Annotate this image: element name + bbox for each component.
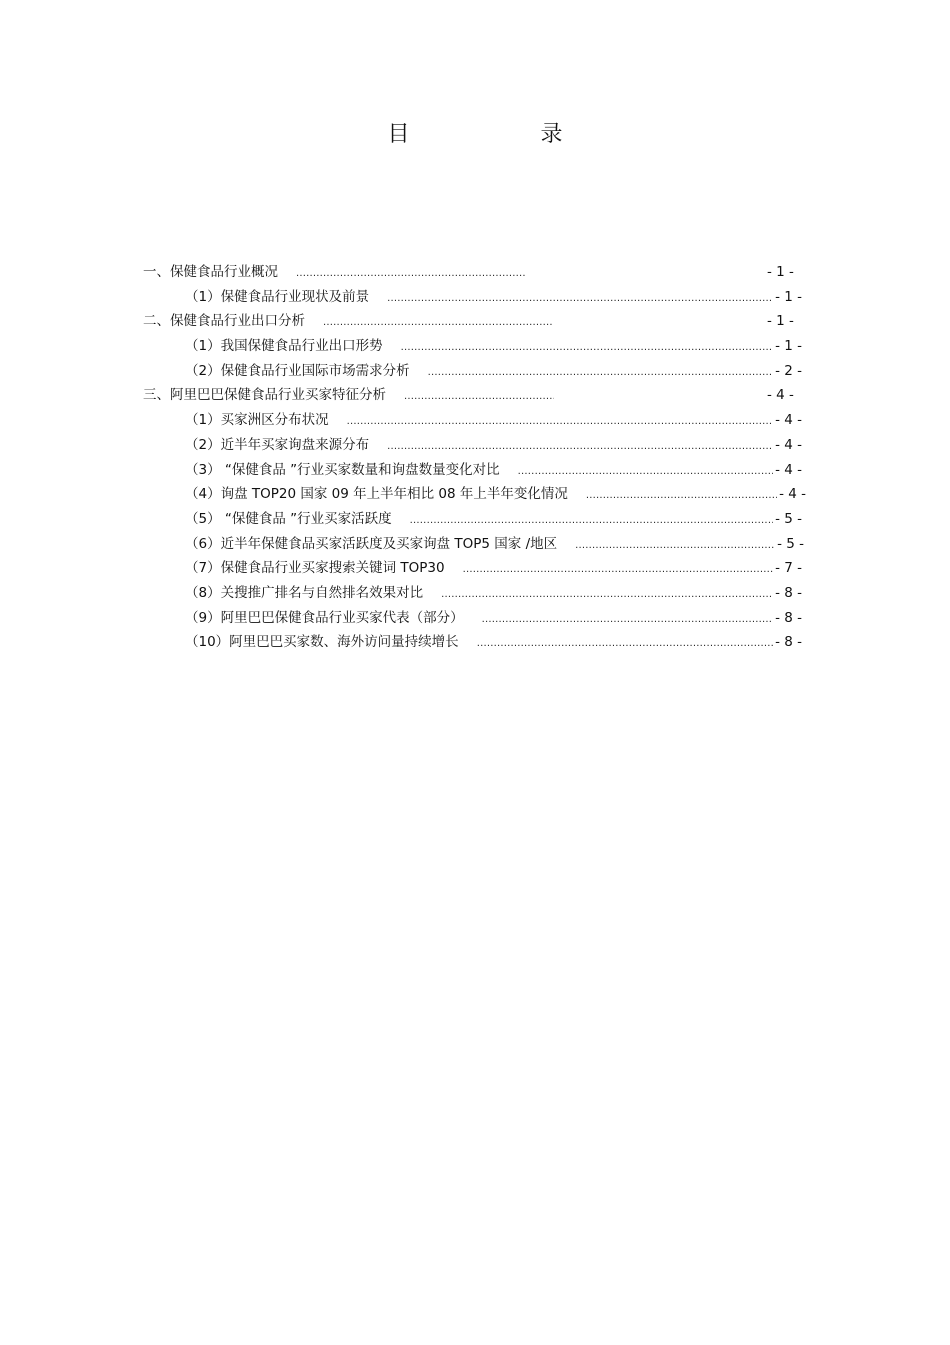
toc-entry-label: （2）近半年买家询盘来源分布 (185, 436, 370, 453)
toc-leader-dots (518, 461, 773, 483)
toc-entry-page: - 5 - (775, 510, 802, 527)
toc-leader-dots (477, 633, 773, 655)
toc-entry-label: （1）保健食品行业现状及前景 (185, 288, 370, 305)
toc-entry-page: - 8 - (775, 609, 802, 626)
toc-entry[interactable] (0, 335, 950, 360)
toc-entry-label: （8）关搜推广排名与自然排名效果对比 (185, 584, 424, 601)
toc-entry-page: - 1 - (767, 264, 794, 280)
toc-entry-label: （9）阿里巴巴保健食品行业买家代表（部分） (185, 609, 464, 626)
toc-entry-label: （4）询盘 TOP20 国家 09 年上半年相比 08 年上半年变化情况 (185, 486, 568, 503)
toc-entry-label: （1）我国保健食品行业出口形势 (185, 338, 383, 355)
toc-leader-dots (463, 559, 774, 581)
toc-entry[interactable] (0, 310, 950, 335)
toc-entry-page: - 1 - (775, 288, 802, 305)
toc-entry[interactable] (0, 557, 950, 582)
toc-leader-dots (296, 263, 526, 285)
toc-entry[interactable] (0, 434, 950, 459)
toc-entry-label: （7）保健食品行业买家搜索关键词 TOP30 (185, 560, 445, 577)
toc-entry-label: 三、阿里巴巴保健食品行业买家特征分析 (143, 387, 386, 404)
toc-entry[interactable] (0, 533, 950, 558)
toc-entry[interactable] (0, 607, 950, 632)
toc-entry[interactable] (0, 508, 950, 533)
toc-leader-dots (586, 485, 777, 507)
toc-entry[interactable] (0, 631, 950, 656)
toc-entry-page: - 7 - (775, 560, 802, 577)
toc-entry-page: - 8 - (775, 634, 802, 651)
toc-leader-dots (387, 288, 773, 310)
toc-entry[interactable] (0, 409, 950, 434)
toc-entry-page: - 2 - (775, 362, 802, 379)
toc-leader-dots (482, 609, 773, 631)
toc-entry-page: - 1 - (775, 338, 802, 355)
toc-entry-page: - 5 - (777, 535, 804, 552)
toc-entry-page: - 1 - (767, 313, 794, 330)
toc-leader-dots (387, 436, 773, 458)
toc-entry[interactable] (0, 483, 950, 508)
toc-entry-label: （6）近半年保健食品买家活跃度及买家询盘 TOP5 国家 /地区 (185, 535, 558, 552)
toc-entry[interactable] (0, 459, 950, 484)
toc-entry-label: 二、保健食品行业出口分析 (143, 313, 305, 330)
toc-entry-label: （5） “保健食品 ”行业买家活跃度 (185, 510, 392, 527)
toc-leader-dots (323, 312, 553, 334)
toc-leader-dots (410, 510, 773, 532)
toc-leader-dots (404, 386, 554, 408)
toc-entry[interactable] (0, 360, 950, 385)
toc-leader-dots (428, 362, 773, 384)
toc-entry-label: （1）买家洲区分布状况 (185, 412, 329, 429)
toc-leader-dots (575, 535, 775, 557)
toc-entry-label: 一、保健食品行业概况 (143, 264, 278, 280)
toc-entry-page: - 4 - (775, 461, 802, 478)
toc-entry[interactable] (0, 582, 950, 607)
toc-entry-page: - 4 - (767, 387, 794, 404)
toc-leader-dots (347, 411, 773, 433)
toc-entry[interactable] (0, 261, 950, 286)
toc-entry[interactable] (0, 286, 950, 311)
toc-entry-page: - 4 - (775, 412, 802, 429)
toc-entry-label: （3） “保健食品 ”行业买家数量和询盘数量变化对比 (185, 461, 500, 478)
toc-leader-dots (401, 337, 773, 359)
toc-entry[interactable] (0, 384, 950, 409)
toc-entry-page: - 8 - (775, 584, 802, 601)
page-title: 目 录 (387, 122, 625, 147)
table-of-contents (0, 261, 950, 656)
toc-entry-label: （10）阿里巴巴买家数、海外访问量持续增长 (185, 634, 459, 651)
toc-entry-page: - 4 - (779, 486, 806, 503)
toc-entry-page: - 4 - (775, 436, 802, 453)
toc-entry-label: （2）保健食品行业国际市场需求分析 (185, 362, 410, 379)
toc-leader-dots (441, 584, 773, 606)
